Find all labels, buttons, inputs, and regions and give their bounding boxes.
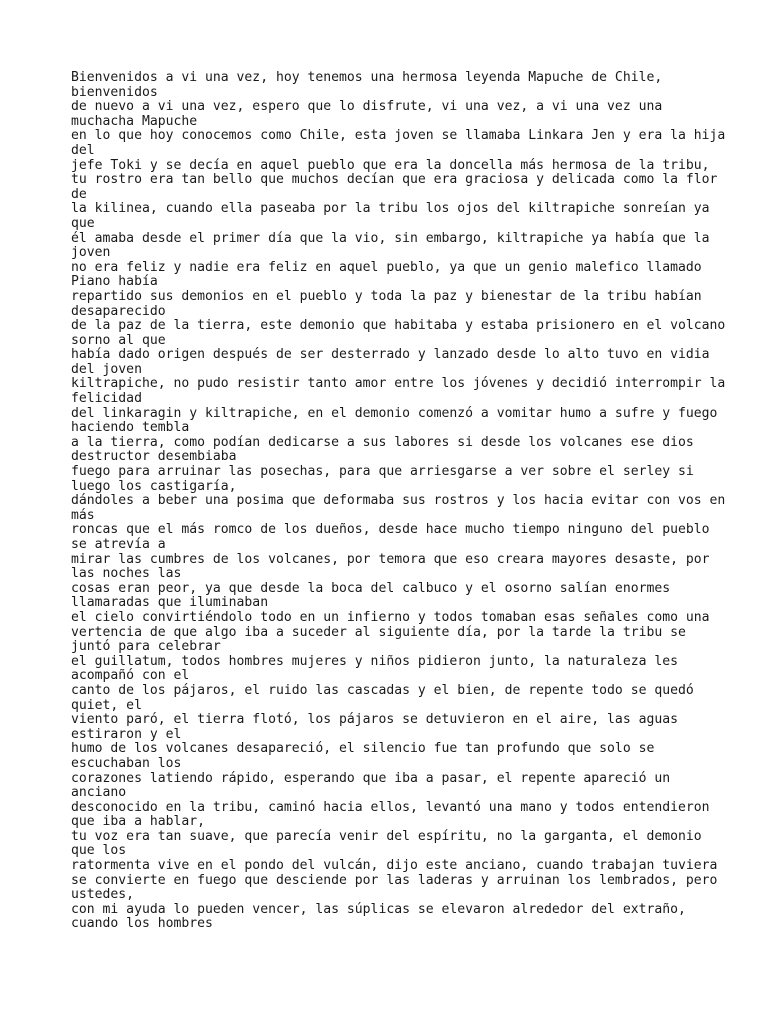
text-line: el cielo convirtiéndolo todo en un infierno y todos tomaban esas señales como una: [71, 609, 710, 625]
text-line: corazones latiendo rápido, esperando que iba a pasar, el repente apareció un: [71, 770, 671, 786]
text-line: que los: [71, 843, 127, 859]
text-line: que iba a hablar,: [71, 814, 206, 830]
text-line: cosas eran peor, ya que desde la boca del calbuco y el osorno salían enormes: [71, 580, 671, 596]
text-line: con mi ayuda lo pueden vencer, las súplicas se elevaron alrededor del extraño,: [71, 901, 686, 917]
text-line: juntó para celebrar: [71, 639, 221, 655]
document-page: [71, 71, 731, 932]
text-line: repartido sus demonios en el pueblo y toda la paz y bienestar de la tribu habían: [71, 288, 702, 304]
text-line: humo de los volcanes desapareció, el silencio fue tan profundo que solo se: [71, 741, 655, 757]
text-line: quiet, el: [71, 697, 142, 713]
text-line: la kilinea, cuando ella paseaba por la tribu los ojos del kiltrapiche sonreían ya: [71, 201, 710, 217]
text-line: él amaba desde el primer día que la vio, sin embargo, kiltrapiche ya había que la: [71, 230, 710, 246]
text-line: del joven: [71, 361, 142, 377]
text-line: el guillatum, todos hombres mujeres y niños pidieron junto, la naturaleza les: [71, 653, 678, 669]
text-line: estiraron y el: [71, 726, 182, 742]
text-line: roncas que el más romco de los dueños, desde hace mucho tiempo ninguno del pueblo: [71, 522, 710, 538]
text-line: anciano: [71, 785, 127, 801]
text-line: más: [71, 507, 95, 523]
text-line: las noches las: [71, 566, 182, 582]
text-line: bienvenidos: [71, 84, 158, 100]
text-line: se convierte en fuego que desciende por las laderas y arruinan los lembrados, pero: [71, 872, 718, 888]
text-line: de la paz de la tierra, este demonio que habitaba y estaba prisionero en el volcano: [71, 318, 726, 334]
text-line: de: [71, 186, 87, 202]
text-line: no era feliz y nadie era feliz en aquel pueblo, ya que un genio malefico llamado: [71, 259, 702, 275]
text-line: muchacha Mapuche: [71, 113, 198, 129]
document-body: [71, 71, 731, 932]
text-line: desconocido en la tribu, caminó hacia ellos, levantó una mano y todos entendieron: [71, 799, 710, 815]
text-line: había dado origen después de ser desterrado y lanzado desde lo alto tuvo en vidia: [71, 347, 710, 363]
text-line: cuando los hombres: [71, 916, 213, 932]
text-line: del linkaragin y kiltrapiche, en el demonio comenzó a vomitar humo a sufre y fuego: [71, 405, 718, 421]
text-line: sorno al que: [71, 332, 166, 348]
text-line: haciendo tembla: [71, 420, 190, 436]
text-line: viento paró, el tierra flotó, los pájaros se detuvieron en el aire, las aguas: [71, 712, 678, 728]
text-line: llamaradas que iluminaban: [71, 595, 269, 611]
text-line: del: [71, 142, 95, 158]
text-line: se atrevía a: [71, 537, 166, 552]
text-line: felicidad: [71, 391, 142, 407]
text-line: en lo que hoy conocemos como Chile, esta joven se llamaba Linkara Jen y era la hija: [71, 128, 726, 144]
text-line: vertencia de que algo iba a suceder al siguiente día, por la tarde la tribu se: [71, 624, 686, 640]
text-line: dándoles a beber una posima que deformaba sus rostros y los hacia evitar con vos en: [71, 493, 726, 509]
text-line: fuego para arruinar las posechas, para que arriesgarse a ver sobre el serley si: [71, 464, 694, 480]
text-line: luego los castigaría,: [71, 478, 237, 494]
text-line: desaparecido: [71, 303, 166, 319]
text-line: Bienvenidos a vi una vez, hoy tenemos una hermosa leyenda Mapuche de Chile,: [71, 70, 663, 85]
text-line: escuchaban los: [71, 755, 182, 771]
text-line: jefe Toki y se decía en aquel pueblo que era la doncella más hermosa de la tribu,: [71, 157, 710, 173]
text-line: Piano había: [71, 274, 158, 290]
text-line: de nuevo a vi una vez, espero que lo disfrute, vi una vez, a vi una vez una: [71, 99, 663, 115]
text-line: mirar las cumbres de los volcanes, por temora que eso creara mayores desaste, por: [71, 551, 710, 567]
text-line: tu rostro era tan bello que muchos decían que era graciosa y delicada como la flor: [71, 172, 718, 188]
text-line: kiltrapiche, no pudo resistir tanto amor entre los jóvenes y decidió interrompir la: [71, 376, 726, 392]
text-line: a la tierra, como podían dedicarse a sus labores si desde los volcanes ese dios: [71, 434, 694, 450]
text-line: ustedes,: [71, 887, 135, 903]
text-line: ratormenta vive en el pondo del vulcán, dijo este anciano, cuando trabajan tuviera: [71, 858, 718, 874]
text-line: que: [71, 215, 95, 231]
text-line: tu voz era tan suave, que parecía venir del espíritu, no la garganta, el demonio: [71, 828, 702, 844]
text-line: canto de los pájaros, el ruido las cascadas y el bien, de repente todo se quedó: [71, 682, 694, 698]
text-line: joven: [71, 245, 111, 261]
text-line: acompañó con el: [71, 668, 190, 684]
text-line: destructor desembiaba: [71, 449, 237, 465]
